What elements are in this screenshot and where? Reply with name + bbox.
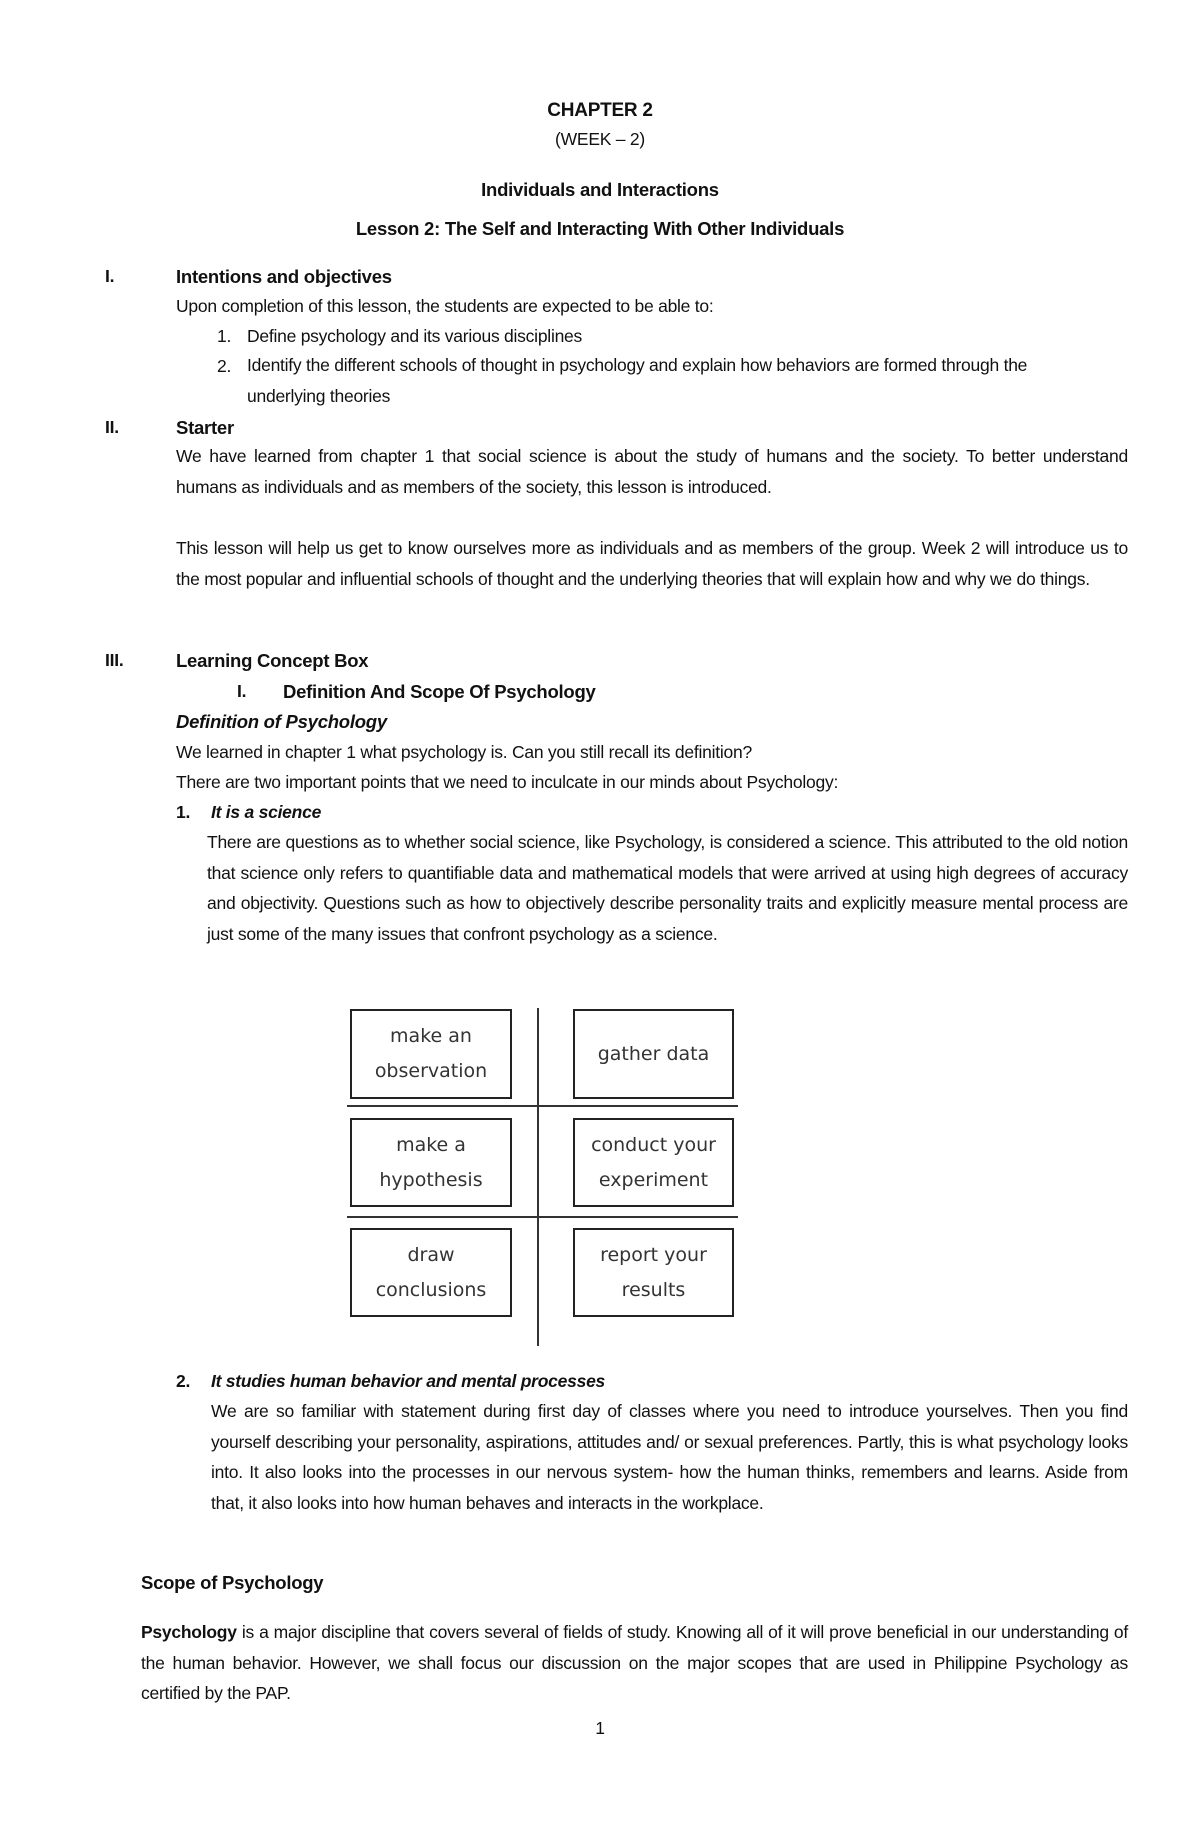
- section-number: III.: [105, 650, 124, 670]
- definition-heading: Definition of Psychology: [176, 711, 387, 732]
- step-box: conduct your experiment: [573, 1118, 734, 1207]
- list-number: 1.: [176, 802, 191, 822]
- page-number: 1: [595, 1718, 605, 1738]
- subsection-number: I.: [237, 681, 247, 701]
- subsection-heading: Definition And Scope Of Psychology: [283, 681, 596, 702]
- starter-paragraph: This lesson will help us get to know ourselves more as individuals and as members of the group. Week 2 will introduce us to the most popular and influential schools of thought and the underlying theories that will explain how and why we do things.: [176, 538, 1128, 589]
- objective-item: Define psychology and its various disciplines: [247, 326, 583, 346]
- step-box: draw conclusions: [350, 1228, 512, 1317]
- section-number: I.: [105, 266, 115, 286]
- lesson-title: Lesson 2: The Self and Interacting With Other Individuals: [355, 218, 845, 239]
- divider-line: [347, 1105, 738, 1107]
- document-title: Individuals and Interactions: [481, 179, 719, 200]
- scope-text: is a major discipline that covers several of fields of study. Knowing all of it will prove beneficial in our understanding of the human behavior. However, we shall focus our discussion on the major scopes that are used in Philippine Psychology as certified by the PAP.: [141, 1622, 1128, 1703]
- section-heading: Intentions and objectives: [176, 266, 392, 287]
- step-box: gather data: [573, 1009, 734, 1099]
- list-number: 2.: [176, 1371, 191, 1391]
- step-box: report your results: [573, 1228, 734, 1317]
- text-line: There are two important points that we need to inculcate in our minds about Psychology:: [176, 772, 839, 792]
- point-heading: It is a science: [211, 802, 322, 822]
- section-heading: Starter: [176, 417, 234, 438]
- starter-paragraph: We have learned from chapter 1 that social science is about the study of humans and the society. To better understand humans as individuals and as members of the society, this lesson is introduced.: [176, 446, 1128, 497]
- step-box: make a hypothesis: [350, 1118, 512, 1207]
- point-paragraph: There are questions as to whether social science, like Psychology, is considered a science. This attributed to the old notion that science only refers to quantifiable data and mathematical models that were arrived at using high degrees of accuracy and objectivity. Questions such as how to objectively describe personality traits and explicitly measure mental process are just some of the many issues that confront psychology as a science.: [207, 832, 1128, 944]
- point-heading: It studies human behavior and mental processes: [211, 1371, 606, 1391]
- point-paragraph: We are so familiar with statement during first day of classes where you need to introduce yourselves. Then you find yourself describing your personality, aspirations, attitudes and/ or sexual preferences. Partly, this is what psychology looks into. It also looks into the processes in our nervous system- how the human thinks, remembers and learns. Aside from that, it also looks into how human behaves and interacts in the workplace.: [211, 1401, 1128, 1513]
- section-heading: Learning Concept Box: [176, 650, 369, 671]
- section-number: II.: [105, 417, 119, 437]
- list-number: 2.: [217, 356, 232, 376]
- text-line: We learned in chapter 1 what psychology is. Can you still recall its definition?: [176, 742, 752, 762]
- scope-heading: Scope of Psychology: [141, 1572, 324, 1593]
- objective-item: Identify the different schools of thought in psychology and explain how behaviors are formed through the underlying theories: [247, 355, 1028, 406]
- chapter-title: CHAPTER 2: [547, 100, 653, 121]
- week-label: (WEEK – 2): [555, 129, 645, 149]
- divider-line: [347, 1216, 738, 1218]
- objectives-intro: Upon completion of this lesson, the students are expected to be able to:: [176, 296, 714, 316]
- divider-line: [537, 1008, 539, 1346]
- list-number: 1.: [217, 326, 232, 346]
- step-box: make an observation: [350, 1009, 512, 1099]
- scope-term: Psychology: [141, 1622, 237, 1642]
- scope-paragraph: [141, 1617, 1128, 1709]
